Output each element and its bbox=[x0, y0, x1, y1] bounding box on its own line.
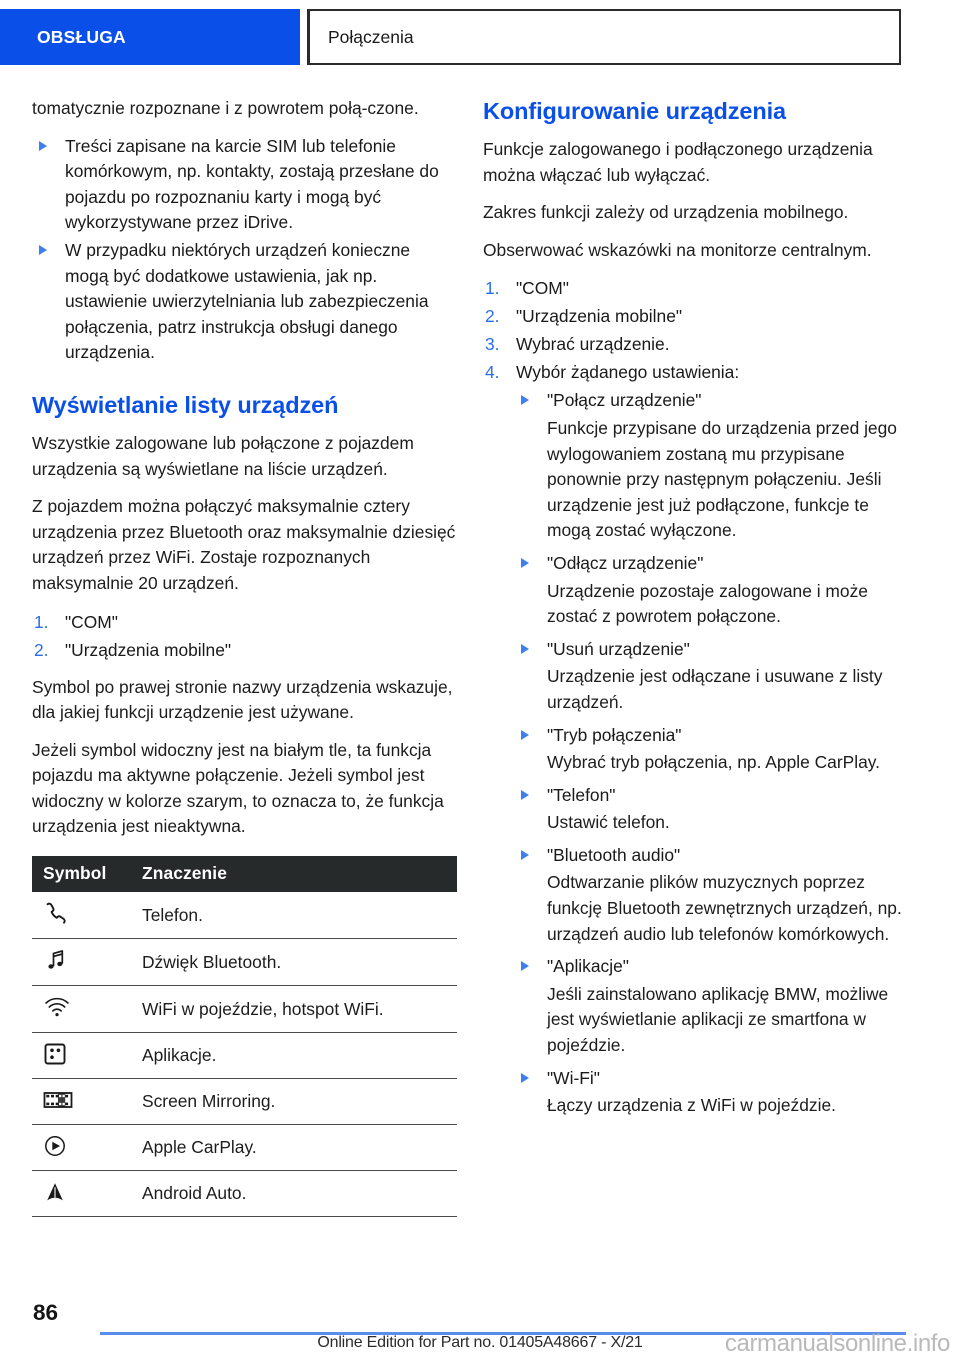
list-item bbox=[516, 954, 908, 1058]
list-item bbox=[483, 331, 908, 358]
left-column bbox=[32, 96, 457, 1217]
step-text: "COM" bbox=[65, 611, 118, 632]
table-row bbox=[32, 986, 457, 1033]
option-description: Funkcje przypisane do urządzenia przed jego wylogowaniem zostaną mu przypisane ponownie przy następnym połączeniu. Jeśli urządzenie jest już podłączone, funkcje te mogą zostać wyłączone. bbox=[547, 417, 897, 541]
list-item bbox=[516, 551, 908, 630]
list-item bbox=[516, 723, 908, 776]
wifi-icon bbox=[43, 993, 77, 1021]
option-description: Urządzenie pozostaje zalogowane i może zostać z powrotem połączone. bbox=[547, 580, 868, 627]
symbol-cell bbox=[32, 1125, 140, 1171]
list-item bbox=[483, 275, 908, 302]
symbol-cell bbox=[32, 939, 140, 986]
list-item bbox=[483, 359, 908, 1118]
table-row bbox=[32, 939, 457, 986]
step-text: "COM" bbox=[516, 278, 569, 299]
option-description: Jeśli zainstalowano aplikację BMW, możliwe jest wyświetlanie aplikacji ze smartfona w pojeździe. bbox=[547, 983, 889, 1056]
option-label: "Telefon" bbox=[547, 784, 616, 805]
option-description: Odtwarzanie plików muzycznych poprzez funkcję Bluetooth zewnętrznych urządzeń, np. urządzeń audio lub telefonów komórkowych. bbox=[547, 872, 902, 944]
footer-watermark: carmanualsonline.info bbox=[724, 1330, 950, 1357]
chapter-tab bbox=[0, 9, 300, 65]
meaning-cell: Dźwięk Bluetooth. bbox=[140, 939, 457, 986]
list-item bbox=[32, 238, 457, 366]
triangle-bullet-icon bbox=[521, 558, 529, 568]
option-description: Urządzenie jest odłączane i usuwane z listy urządzeń. bbox=[547, 666, 883, 712]
section-title-box bbox=[307, 9, 901, 65]
triangle-bullet-icon bbox=[521, 1073, 529, 1083]
music-note-icon bbox=[43, 946, 77, 974]
left-numbered-list bbox=[32, 609, 457, 664]
option-description: Łączy urządzenia z WiFi w pojeździe. bbox=[547, 1095, 836, 1116]
symbol-cell bbox=[32, 1171, 140, 1217]
footer-edition-note: Online Edition for Part no. 01405A48667 - X/21 bbox=[317, 1334, 643, 1351]
list-item bbox=[516, 637, 908, 716]
meaning-cell: Screen Mirroring. bbox=[140, 1079, 457, 1125]
left-paragraph-4: Jeżeli symbol widoczny jest na białym tle, ta funkcja pojazdu ma aktywne połączenie. Jeżeli symbol jest widoczny w kolorze szarym, to oznacza to, że funkcja urządzenia jest nieaktywna. bbox=[32, 739, 444, 837]
page-number: 86 bbox=[33, 1300, 59, 1325]
bullet-text: Treści zapisane na karcie SIM lub telefonie komórkowym, np. kontakty, zostają przesłane do pojazdu po rozpoznaniu karty i mogą być wykorzystywane przez iDrive. bbox=[65, 135, 439, 233]
page-footer bbox=[0, 1290, 960, 1362]
section-title: Połączenia bbox=[328, 26, 414, 47]
triangle-bullet-icon bbox=[521, 644, 529, 654]
list-item bbox=[516, 388, 908, 544]
right-numbered-list bbox=[483, 275, 908, 1118]
meaning-cell: Apple CarPlay. bbox=[140, 1125, 457, 1171]
meaning-cell: Telefon. bbox=[140, 892, 457, 939]
right-paragraph-3: Obserwować wskazówki na monitorze centralnym. bbox=[483, 239, 872, 260]
step-text: "Urządzenia mobilne" bbox=[65, 639, 232, 660]
option-label: "Bluetooth audio" bbox=[547, 844, 681, 865]
bullet-text: W przypadku niektórych urządzeń konieczne mogą być dodatkowe ustawienia, jak np. ustawienie uwierzytelniania lub zabezpieczenia połączenia, patrz instrukcja obsługi danego urządzenia. bbox=[65, 239, 429, 363]
phone-handset-icon bbox=[43, 899, 77, 927]
list-item bbox=[516, 1066, 908, 1119]
step-text: Wybór żądanego ustawienia: bbox=[516, 362, 740, 383]
right-section-heading: Konfigurowanie urządzenia bbox=[483, 98, 787, 124]
chapter-tab-label: OBSŁUGA bbox=[37, 26, 126, 47]
triangle-bullet-icon bbox=[521, 395, 529, 405]
right-paragraph-2: Zakres funkcji zależy od urządzenia mobilnego. bbox=[483, 202, 849, 223]
option-label: "Odłącz urządzenie" bbox=[547, 552, 704, 573]
option-description: Ustawić telefon. bbox=[547, 812, 670, 833]
left-bullet-list bbox=[32, 134, 457, 366]
right-paragraph-1: Funkcje zalogowanego i podłączonego urządzenia można włączać lub wyłączać. bbox=[483, 139, 873, 185]
table-row bbox=[32, 1033, 457, 1079]
option-description: Wybrać tryb połączenia, np. Apple CarPlay. bbox=[547, 752, 881, 773]
triangle-bullet-icon bbox=[521, 730, 529, 740]
symbol-cell bbox=[32, 1079, 140, 1125]
meaning-cell: Android Auto. bbox=[140, 1171, 457, 1217]
list-item bbox=[32, 637, 457, 664]
symbol-table bbox=[32, 856, 457, 1217]
continued-paragraph: tomatycznie rozpoznane i z powrotem połą-czone. bbox=[32, 98, 419, 118]
carplay-icon bbox=[43, 1132, 77, 1160]
list-item bbox=[32, 609, 457, 636]
table-head bbox=[32, 856, 457, 892]
left-paragraph-2: Z pojazdem można połączyć maksymalnie cztery urządzenia przez Bluetooth oraz maksymalnie dziesięć urządzeń przez WiFi. Zostaje rozpoznanych maksymalnie 20 urządzeń. bbox=[32, 496, 456, 593]
table-header-row bbox=[32, 856, 457, 892]
table-row bbox=[32, 1079, 457, 1125]
list-item bbox=[516, 783, 908, 836]
step-text: "Urządzenia mobilne" bbox=[516, 306, 683, 327]
option-label: "Usuń urządzenie" bbox=[547, 638, 690, 659]
left-paragraph-3: Symbol po prawej stronie nazwy urządzenia wskazuje, dla jakiej funkcji urządzenie jest używane. bbox=[32, 676, 453, 723]
triangle-bullet-icon bbox=[39, 141, 47, 151]
symbol-cell bbox=[32, 1033, 140, 1079]
film-strip-icon bbox=[43, 1086, 77, 1114]
triangle-bullet-icon bbox=[521, 850, 529, 860]
option-label: "Aplikacje" bbox=[547, 956, 629, 977]
apps-grid-icon bbox=[43, 1040, 77, 1068]
option-label: "Tryb połączenia" bbox=[547, 724, 682, 745]
left-section-heading: Wyświetlanie listy urządzeń bbox=[32, 391, 339, 418]
meaning-cell: WiFi w pojeździe, hotspot WiFi. bbox=[140, 986, 457, 1033]
left-paragraph-1: Wszystkie zalogowane lub połączone z pojazdem urządzenia są wyświetlane na liście urządzeń. bbox=[32, 432, 414, 479]
right-column bbox=[483, 96, 908, 1130]
table-row bbox=[32, 1125, 457, 1171]
symbol-cell bbox=[32, 986, 140, 1033]
column-header-symbol: Symbol bbox=[32, 856, 140, 892]
table-row bbox=[32, 892, 457, 939]
list-item bbox=[483, 303, 908, 330]
list-item bbox=[516, 843, 908, 947]
triangle-bullet-icon bbox=[521, 961, 529, 971]
page-header bbox=[0, 9, 960, 65]
android-auto-icon bbox=[43, 1178, 77, 1206]
list-item bbox=[32, 134, 457, 236]
column-header-meaning: Znaczenie bbox=[140, 856, 457, 892]
setting-options-list bbox=[516, 388, 908, 1118]
option-label: "Wi-Fi" bbox=[547, 1067, 600, 1088]
meaning-cell: Aplikacje. bbox=[140, 1033, 457, 1079]
triangle-bullet-icon bbox=[39, 245, 47, 255]
step-text: Wybrać urządzenie. bbox=[516, 334, 670, 355]
table-row bbox=[32, 1171, 457, 1217]
option-label: "Połącz urządzenie" bbox=[547, 390, 702, 411]
symbol-cell bbox=[32, 892, 140, 939]
table-body bbox=[32, 892, 457, 1217]
triangle-bullet-icon bbox=[521, 790, 529, 800]
